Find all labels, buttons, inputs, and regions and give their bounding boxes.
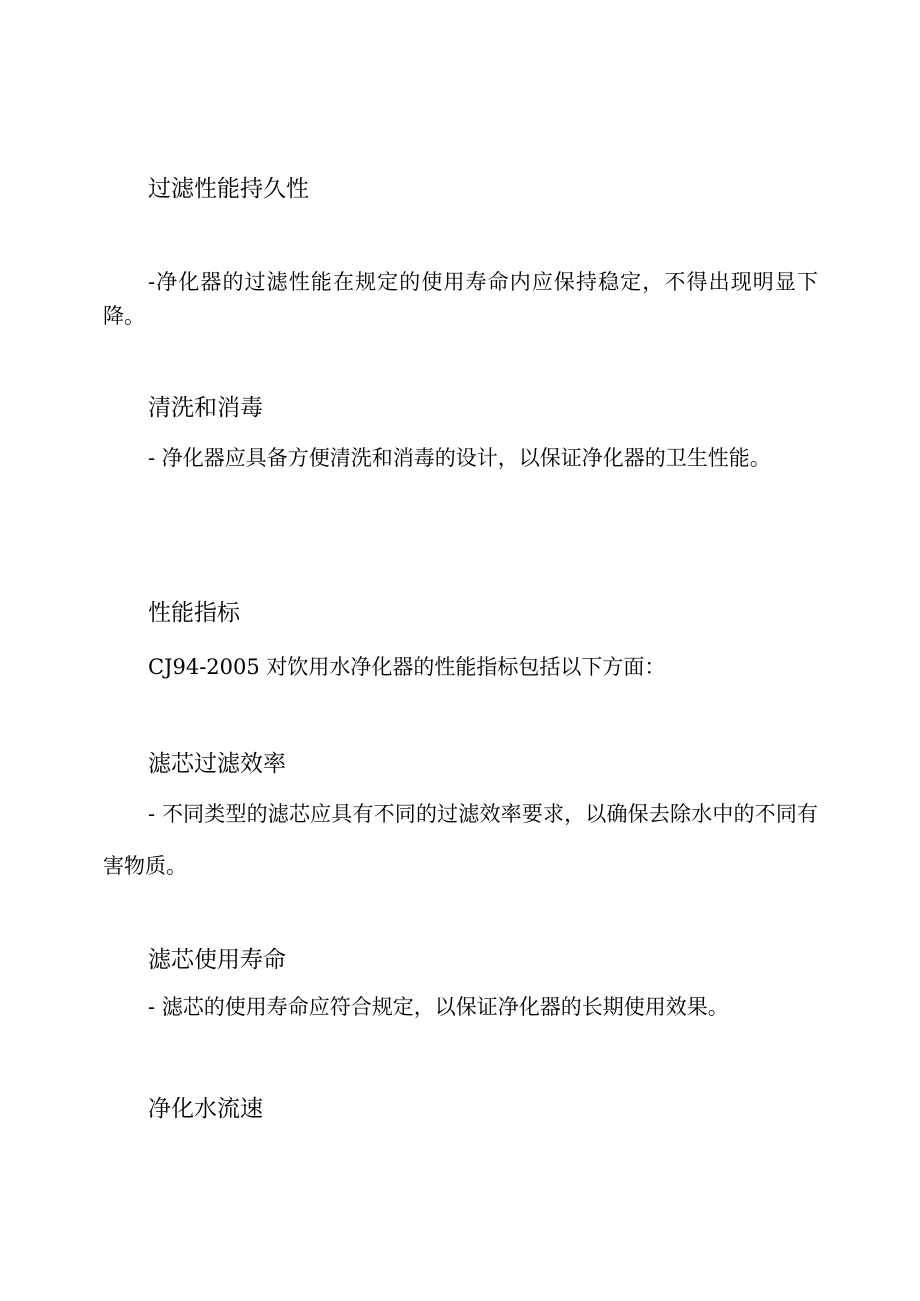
paragraph: - 滤芯的使用寿命应符合规定，以保证净化器的长期使用效果。 [148,995,729,1019]
section-body-performance [103,652,818,682]
section-heading-performance: 性能指标 [148,600,240,626]
section-heading-filter-lifespan: 滤芯使用寿命 [148,947,286,973]
section-body-cleaning [103,432,818,484]
section-heading-flow-rate: 净化水流速 [148,1096,263,1122]
section-heading-cleaning: 清洗和消毒 [148,395,263,421]
section-body-filter-durability [103,265,818,333]
section-heading-filter-durability: 过滤性能持久性 [148,176,309,202]
paragraph: CJ94-2005 对饮用水净化器的性能指标包括以下方面： [148,655,666,679]
paragraph: - 净化器应具备方便清洗和消毒的设计，以保证净化器的卫生性能。 [148,446,771,470]
section-body-filter-lifespan [103,992,818,1022]
paragraph: -净化器的过滤性能在规定的使用寿命内应保持稳定，不得出现明显下降。 [103,270,818,328]
section-body-filter-efficiency [103,788,818,892]
paragraph: - 不同类型的滤芯应具有不同的过滤效率要求，以确保去除水中的不同有害物质。 [103,802,818,878]
section-heading-filter-efficiency: 滤芯过滤效率 [148,751,286,777]
